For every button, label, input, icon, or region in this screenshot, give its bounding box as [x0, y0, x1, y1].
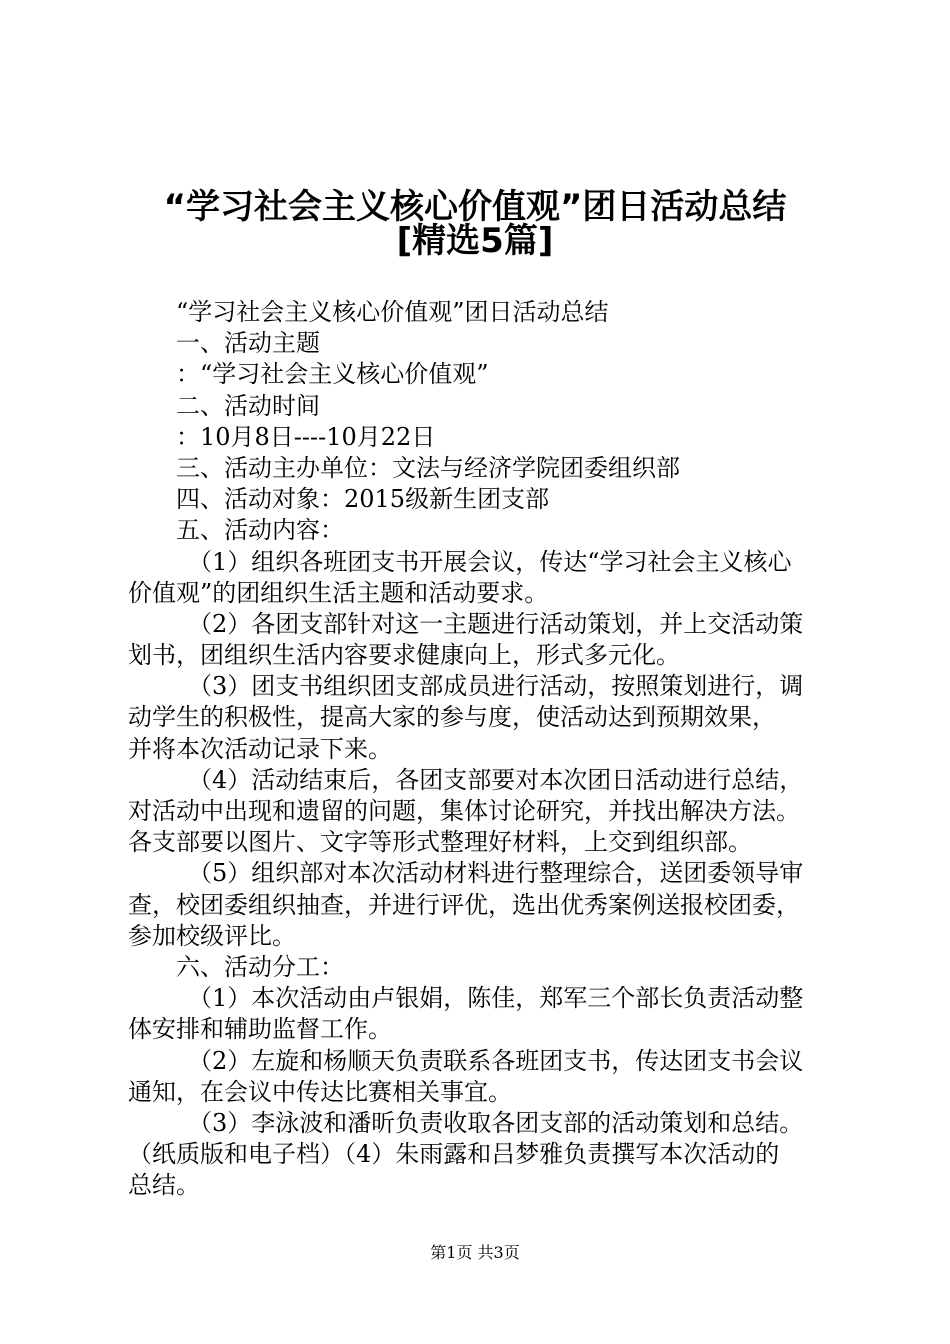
body-line: （纸质版和电子档）（4）朱雨露和吕梦雅负责撰写本次活动的 [128, 1140, 780, 1169]
body-line: 三、活动主办单位：文法与经济学院团委组织部 [176, 453, 680, 482]
body-line: 参加校级评比。 [128, 921, 296, 950]
body-line: （4）活动结束后，各团支部要对本次团日活动进行总结， [188, 765, 804, 794]
body-line: 查，校团委组织抽查，并进行评优，选出优秀案例送报校团委， [128, 890, 800, 919]
body-line: 划书，团组织生活内容要求健康向上，形式多元化。 [128, 641, 680, 670]
body-line: （1）组织各班团支书开展会议，传达“学习社会主义核心 [188, 547, 792, 576]
body-line: （3）李泳波和潘昕负责收取各团支部的活动策划和总结。 [188, 1108, 804, 1137]
body-line: 价值观”的团组织生活主题和活动要求。 [128, 578, 549, 607]
document-body [128, 297, 828, 1201]
page-number-footer: 第1页 共3页 [430, 1243, 520, 1262]
body-line: 四、活动对象：2015级新生团支部 [176, 485, 550, 514]
body-line: （2）左旋和杨顺天负责联系各班团支书，传达团支书会议 [188, 1046, 804, 1075]
body-line: ：10月8日----10月22日 [176, 422, 436, 451]
body-line: 各支部要以图片、文字等形式整理好材料，上交到组织部。 [128, 828, 752, 857]
body-line: 通知，在会议中传达比赛相关事宜。 [128, 1077, 512, 1106]
body-line: 动学生的积极性，提高大家的参与度，使活动达到预期效果， [128, 703, 776, 732]
body-line: 总结。 [128, 1171, 200, 1200]
section-heading: “学习社会主义核心价值观”团日活动总结 [176, 298, 609, 326]
section-heading: 一、活动主题 [176, 329, 320, 358]
section-heading: 二、活动时间 [176, 391, 320, 420]
body-line: （5）组织部对本次活动材料进行整理综合，送团委领导审 [188, 859, 804, 888]
body-line: （1）本次活动由卢银娟，陈佳，郑军三个部长负责活动整 [188, 984, 804, 1013]
document-title-subtitle: [精选5篇] [396, 221, 554, 261]
body-line: ：“学习社会主义核心价值观” [176, 360, 489, 389]
section-heading: 五、活动内容： [176, 516, 344, 545]
document-title: “学习社会主义核心价值观”团日活动总结 [163, 187, 787, 227]
body-line: 对活动中出现和遗留的问题，集体讨论研究，并找出解决方法。 [128, 797, 800, 825]
body-line: 体安排和辅助监督工作。 [128, 1015, 392, 1044]
body-line: （2）各团支部针对这一主题进行活动策划，并上交活动策 [188, 609, 804, 638]
body-line: （3）团支书组织团支部成员进行活动，按照策划进行，调 [188, 672, 804, 701]
body-line: 并将本次活动记录下来。 [128, 734, 392, 763]
section-heading: 六、活动分工： [176, 952, 344, 981]
